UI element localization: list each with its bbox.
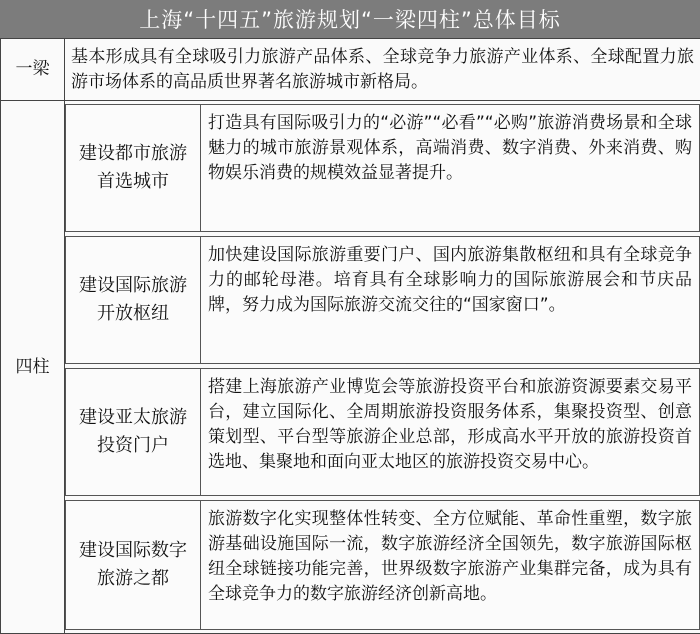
sizhu-item-name: 建设国际旅游开放枢纽 — [66, 237, 201, 363]
sizhu-row — [1, 101, 700, 634]
sizhu-item-name: 建设都市旅游首选城市 — [66, 105, 201, 231]
sizhu-item-text: 加快建设国际旅游重要门户、国内旅游集散枢纽和具有全球竞争力的邮轮母港。培育具有全球影响力的国际旅游展会和节庆品牌，努力成为国际旅游交流交往的“国家窗口”。 — [201, 237, 699, 363]
table-title: 上海“十四五”旅游规划“一梁四柱”总体目标 — [0, 0, 700, 38]
sizhu-item — [65, 104, 700, 232]
sizhu-label: 四柱 — [1, 101, 65, 634]
sizhu-item — [65, 236, 700, 364]
sizhu-items — [65, 101, 700, 634]
sizhu-item-name: 建设国际数字旅游之都 — [66, 501, 201, 629]
goals-table — [0, 38, 700, 634]
sizhu-item-text: 打造具有国际吸引力的“必游”“必看”“必购”旅游消费场景和全球魅力的城市旅游景观体系，高端消费、数字消费、外来消费、购物娱乐消费的规模效益显著提升。 — [201, 105, 699, 231]
sizhu-item — [65, 500, 700, 630]
yiliang-row — [1, 39, 700, 101]
sizhu-item-name: 建设亚太旅游投资门户 — [66, 369, 201, 495]
yiliang-text: 基本形成具有全球吸引力旅游产品体系、全球竞争力旅游产业体系、全球配置力旅游市场体系的高品质世界著名旅游城市新格局。 — [65, 39, 700, 101]
sizhu-item-text: 搭建上海旅游产业博览会等旅游投资平台和旅游资源要素交易平台，建立国际化、全周期旅游投资服务体系，集聚投资型、创意策划型、平台型等旅游企业总部，形成高水平开放的旅游投资首选地、集聚地和面向亚太地区的旅游投资交易中心。 — [201, 369, 699, 495]
yiliang-label: 一梁 — [1, 39, 65, 101]
sizhu-item — [65, 368, 700, 496]
sizhu-item-text: 旅游数字化实现整体性转变、全方位赋能、革命性重塑，数字旅游基础设施国际一流，数字旅游经济全国领先，数字旅游国际枢纽全球链接功能完善，世界级数字旅游产业集群完备，成为具有全球竞争力的数字旅游经济创新高地。 — [201, 501, 699, 629]
